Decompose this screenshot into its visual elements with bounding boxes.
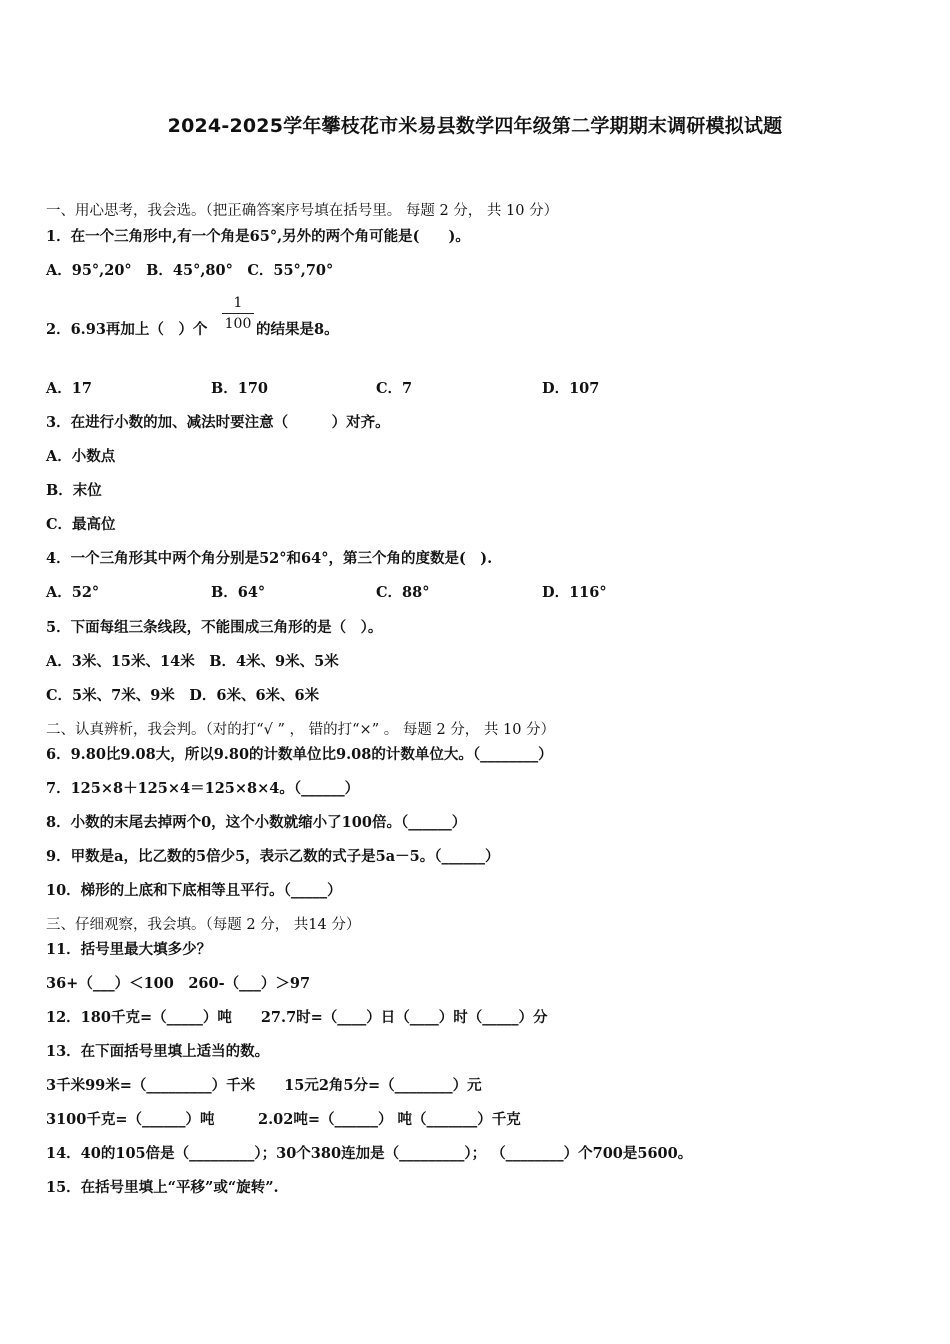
question-3-option-c: C．最高位 [46,516,116,533]
fraction-1-over-100 [222,295,254,332]
question-2-option-b: B．170 [211,380,269,397]
question-4-option-d: D．116° [542,584,607,601]
fraction-denominator: 100 [224,316,252,332]
question-13: 13．在下面括号里填上适当的数。 [46,1043,270,1060]
fraction-numerator: 1 [222,295,254,314]
question-1-options: A．95°,20° B．45°,80° C．55°,70° [46,262,334,279]
question-2-option-c: C．7 [376,380,413,397]
question-11: 11．括号里最大填多少？ [46,941,212,958]
question-2-option-a: A．17 [46,380,92,397]
section-header-fill: 三、仔细观察，我会填。（每题 2 分， 共14 分） [46,917,361,933]
question-3-option-b: B．末位 [46,482,102,499]
question-7: 7．125×8＋125×4＝125×8×4。（______） [46,780,360,797]
question-3-option-a: A．小数点 [46,448,116,465]
question-2-option-d: D．107 [542,380,600,397]
question-5-options-cd: C．5米、7米、9米 D．6米、6米、6米 [46,687,320,704]
question-15: 15．在括号里填上“平移”或“旋转”. [46,1179,279,1196]
question-12: 12．180千克=（_____）吨 27.7时=（____）日（____）时（_____）分 [46,1009,548,1026]
question-2-stem-after: 的结果是8。 [256,321,339,338]
page-title: 2024-2025学年攀枝花市米易县数学四年级第二学期期末调研模拟试题 [167,115,783,137]
question-3: 3．在进行小数的加、减法时要注意（ ）对齐。 [46,414,390,431]
question-4-option-b: B．64° [211,584,266,601]
question-9: 9．甲数是a，比乙数的5倍少5，表示乙数的式子是5a－5。（______） [46,848,500,865]
section-header-choice: 一、用心思考，我会选。（把正确答案序号填在括号里。 每题 2 分， 共 10 分） [46,203,559,219]
question-8: 8．小数的末尾去掉两个0，这个小数就缩小了100倍。（______） [46,814,467,831]
question-14: 14．40的105倍是（_________）；30个380连加是（_________）； （________）个700是5600。 [46,1145,693,1162]
question-5-options-ab: A．3米、15米、14米 B．4米、9米、5米 [46,653,339,670]
question-2-stem-before: 2．6.93再加上（ ）个 [46,321,208,338]
question-11-blanks: 36+（___）＜100 260-（___）＞97 [46,975,311,992]
question-2 [46,320,207,340]
question-6: 6．9.80比9.08大，所以9.80的计数单位比9.08的计数单位大。（________） [46,746,553,763]
question-13-row-1: 3千米99米=（_________）千米 15元2角5分=（________）元 [46,1077,482,1094]
question-4-option-a: A．52° [46,584,100,601]
question-10: 10．梯形的上底和下底相等且平行。（_____） [46,882,342,899]
question-4: 4．一个三角形其中两个角分别是52°和64°，第三个角的度数是( ). [46,550,493,567]
question-13-row-2: 3100千克=（______）吨 2.02吨=（______） 吨（_______）千克 [46,1111,521,1128]
question-5: 5．下面每组三条线段，不能围成三角形的是（ ）。 [46,619,383,636]
question-4-option-c: C．88° [376,584,430,601]
section-header-judge: 二、认真辨析，我会判。（对的打“√ ” ， 错的打“×” 。 每题 2 分， 共 10 分） [46,722,556,738]
question-1: 1．在一个三角形中,有一个角是65°,另外的两个角可能是( )。 [46,228,470,245]
